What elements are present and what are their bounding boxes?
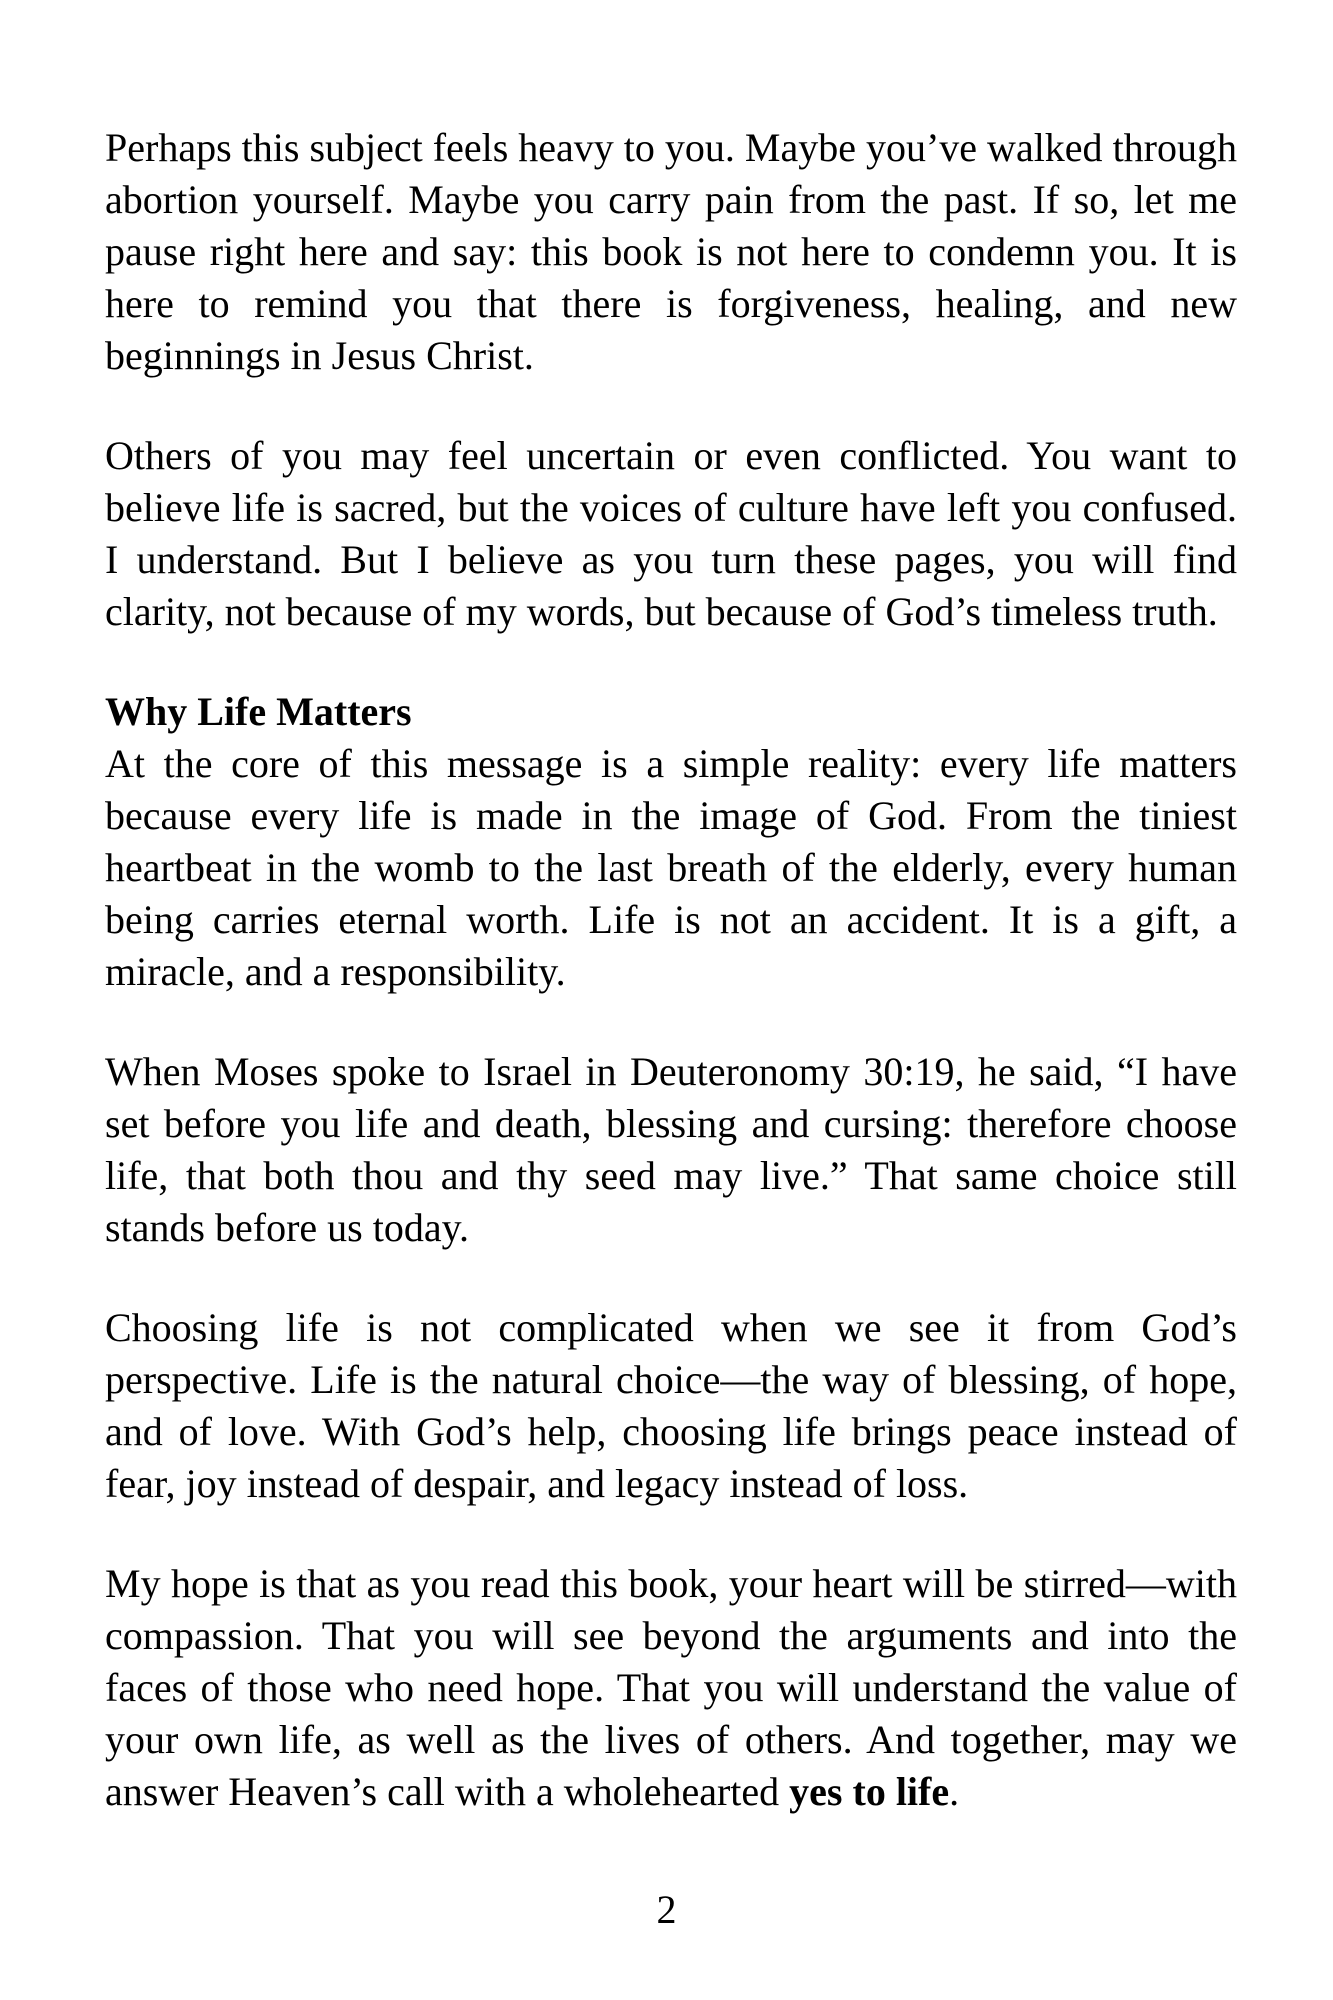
closing-period: . — [949, 1769, 960, 1814]
paragraph-choosing-life: Choosing life is not complicated when we see it from God’s perspective. Life is the natural choice—the way of blessing, of hope, and of love. With God’s help, choosing life brings peace instead of fear, joy instead of despair, and legacy instead of loss. — [105, 1305, 1237, 1506]
closing-lead-text: My hope is that as you read this book, your heart will be stirred—with compassion. That you will see beyond the arguments and into the faces of those who need hope. That you will understand the value of your own life, as well as the lives of others. And together, may we answer Heaven’s call with a wholehearted — [105, 1561, 1237, 1814]
paragraph-intro-heavy-subject: Perhaps this subject feels heavy to you. Maybe you’ve walked through abortion yourself. Maybe you carry pain from the past. If so, let me pause right here and say: this book is not here to condemn you. It is here to remind you that there is forgiveness, healing, and new beginnings in Jesus Christ. — [105, 125, 1237, 378]
paragraph-closing-hope — [105, 1558, 1237, 1818]
closing-bold-phrase: yes to life — [789, 1769, 950, 1814]
page-number: 2 — [656, 1887, 677, 1932]
page-body-text — [105, 122, 1237, 1866]
paragraph-uncertain-conflicted: Others of you may feel uncertain or even conflicted. You want to believe life is sacred, but the voices of culture have left you confused. I understand. But I believe as you turn these pages, you will find clarity, not because of my words, but because of God’s timeless truth. — [105, 433, 1237, 634]
section-heading-why-life-matters: Why Life Matters — [105, 689, 412, 734]
paragraph-core-message: At the core of this message is a simple reality: every life matters because every life is made in the image of God. From the tiniest heartbeat in the womb to the last breath of the elderly, every human being carries eternal worth. Life is not an accident. It is a gift, a miracle, and a responsibility. — [105, 741, 1237, 994]
paragraph-moses-deuteronomy: When Moses spoke to Israel in Deuteronomy 30:19, he said, “I have set before you life and death, blessing and cursing: therefore choose life, that both thou and thy seed may live.” That same choice still stands before us today. — [105, 1049, 1237, 1250]
